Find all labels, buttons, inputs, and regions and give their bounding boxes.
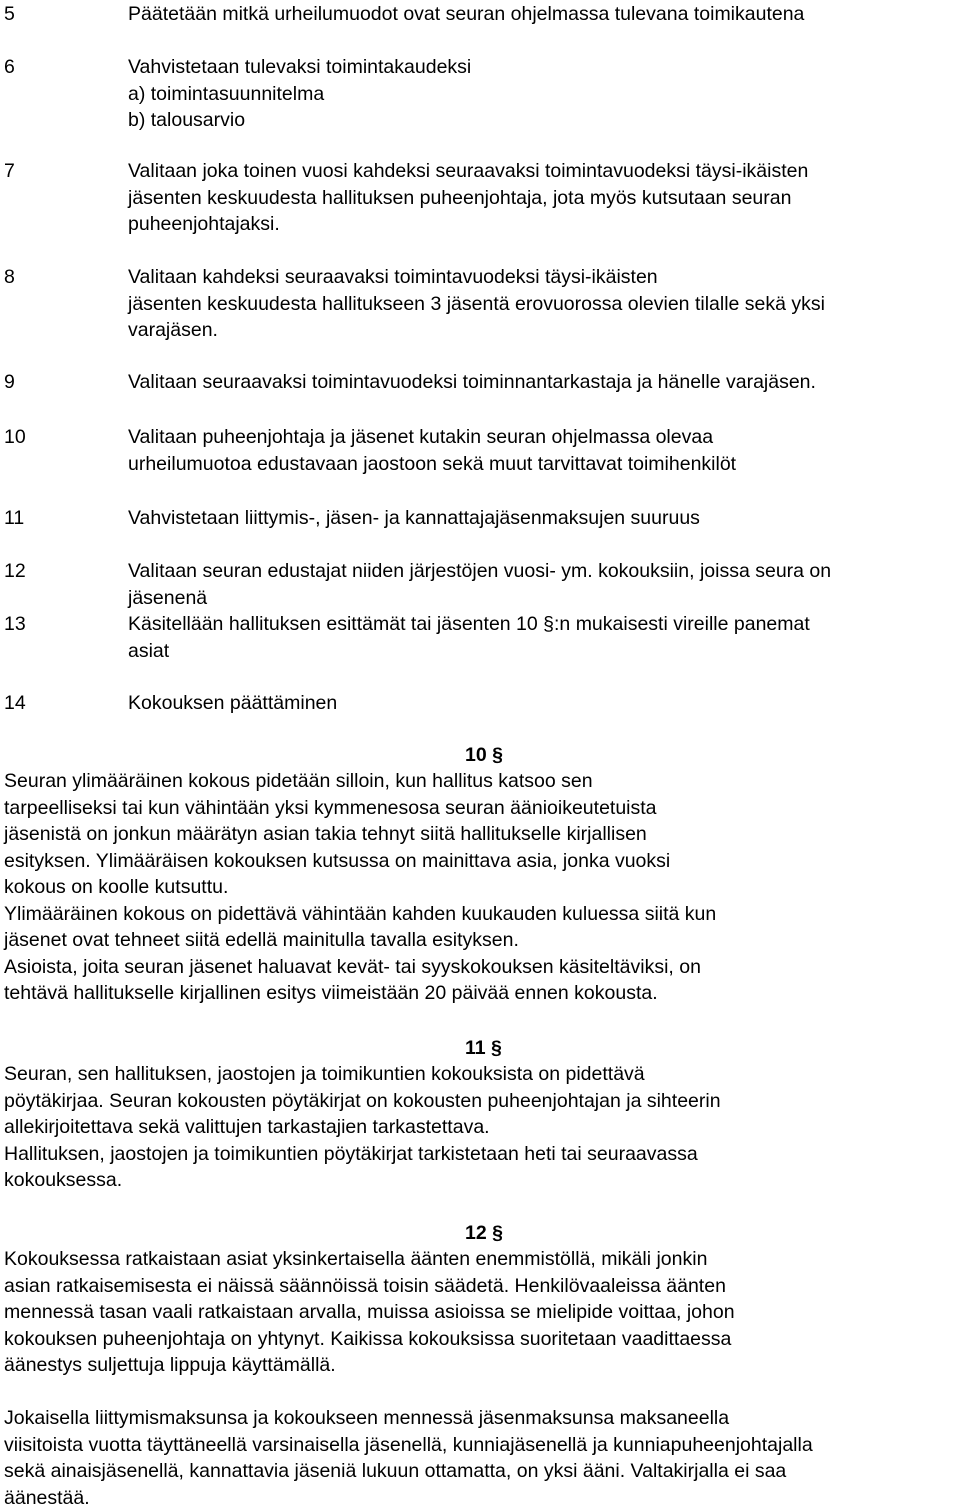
text-line: jäsenten keskuudesta hallituksen puheenjohtaja, jota myös kutsutaan seuran — [128, 185, 960, 212]
item-text — [128, 1, 960, 28]
text-line: asian ratkaisemisesta ei näissä säännöissä toisin säädetä. Henkilövaaleissa äänten — [4, 1273, 960, 1300]
item-text — [128, 369, 960, 396]
item-number: 13 — [4, 611, 26, 638]
text-line: Valitaan seuraavaksi toimintavuodeksi toiminnantarkastaja ja hänelle varajäsen. — [128, 369, 960, 396]
text-line: Valitaan joka toinen vuosi kahdeksi seuraavaksi toimintavuodeksi täysi-ikäisten — [128, 158, 960, 185]
text-line: äänestää. — [4, 1485, 960, 1511]
text-line: esityksen. Ylimääräisen kokouksen kutsussa on mainittava asia, jonka vuoksi — [4, 848, 960, 875]
item-text — [128, 690, 960, 717]
section-heading: 11 § — [465, 1035, 502, 1062]
section-heading: 10 § — [465, 742, 503, 769]
text-line: Hallituksen, jaostojen ja toimikuntien pöytäkirjat tarkistetaan heti tai seuraavassa — [4, 1141, 960, 1168]
text-line: mennessä tasan vaali ratkaistaan arvalla, muissa asioissa se mielipide voittaa, johon — [4, 1299, 960, 1326]
text-line: pöytäkirjaa. Seuran kokousten pöytäkirjat on kokousten puheenjohtajan ja sihteerin — [4, 1088, 960, 1115]
item-text — [128, 264, 960, 344]
text-line: Ylimääräinen kokous on pidettävä vähintään kahden kuukauden kuluessa siitä kun — [4, 901, 960, 928]
item-number: 6 — [4, 54, 15, 81]
item-text — [128, 505, 960, 532]
item-number: 11 — [4, 505, 24, 532]
text-line: Kokouksessa ratkaistaan asiat yksinkertaisella äänten enemmistöllä, mikäli jonkin — [4, 1246, 960, 1273]
item-number: 9 — [4, 369, 15, 396]
text-line: kokouksessa. — [4, 1167, 960, 1194]
text-line: puheenjohtajaksi. — [128, 211, 960, 238]
text-line: jäsenenä — [128, 585, 960, 612]
text-line: Valitaan kahdeksi seuraavaksi toimintavuodeksi täysi-ikäisten — [128, 264, 960, 291]
section-11-paragraph — [4, 1061, 960, 1194]
text-line: äänestys suljettuja lippuja käyttämällä. — [4, 1352, 960, 1379]
text-line: a) toimintasuunnitelma — [128, 81, 960, 108]
text-line: asiat — [128, 638, 960, 665]
section-10-paragraph — [4, 768, 960, 1007]
item-number: 10 — [4, 424, 26, 451]
text-line: tehtävä hallitukselle kirjallinen esitys viimeistään 20 päivää ennen kokousta. — [4, 980, 960, 1007]
item-text — [128, 611, 960, 664]
item-text — [128, 558, 960, 611]
item-number: 12 — [4, 558, 26, 585]
text-line: Asioista, joita seuran jäsenet haluavat kevät- tai syyskokouksen käsiteltäviksi, on — [4, 954, 960, 981]
text-line: sekä ainaisjäsenellä, kannattavia jäseniä lukuun ottamatta, on yksi ääni. Valtakirjalla ei saa — [4, 1458, 960, 1485]
text-line: Valitaan puheenjohtaja ja jäsenet kutakin seuran ohjelmassa olevaa — [128, 424, 960, 451]
text-line: urheilumuotoa edustavaan jaostoon sekä muut tarvittavat toimihenkilöt — [128, 451, 960, 478]
section-heading: 12 § — [465, 1220, 503, 1247]
item-number: 5 — [4, 1, 15, 28]
text-line: Käsitellään hallituksen esittämät tai jäsenten 10 §:n mukaisesti vireille panemat — [128, 611, 960, 638]
text-line: jäsenten keskuudesta hallitukseen 3 jäsentä erovuorossa olevien tilalle sekä yksi — [128, 291, 960, 318]
text-line: Vahvistetaan liittymis-, jäsen- ja kannattajajäsenmaksujen suuruus — [128, 505, 960, 532]
section-12-paragraph-2 — [4, 1405, 960, 1511]
section-12-paragraph-1 — [4, 1246, 960, 1379]
text-line: Seuran, sen hallituksen, jaostojen ja toimikuntien kokouksista on pidettävä — [4, 1061, 960, 1088]
text-line: allekirjoitettava sekä valittujen tarkastajien tarkastettava. — [4, 1114, 960, 1141]
text-line: jäsenet ovat tehneet siitä edellä mainitulla tavalla esityksen. — [4, 927, 960, 954]
text-line: Päätetään mitkä urheilumuodot ovat seuran ohjelmassa tulevana toimikautena — [128, 1, 960, 28]
text-line: Valitaan seuran edustajat niiden järjestöjen vuosi- ym. kokouksiin, joissa seura on — [128, 558, 960, 585]
text-line: varajäsen. — [128, 317, 960, 344]
text-line: kokous on koolle kutsuttu. — [4, 874, 960, 901]
text-line: jäsenistä on jonkun määrätyn asian takia tehnyt siitä hallitukselle kirjallisen — [4, 821, 960, 848]
text-line: b) talousarvio — [128, 107, 960, 134]
text-line: kokouksen puheenjohtaja on yhtynyt. Kaikissa kokouksissa suoritetaan vaadittaessa — [4, 1326, 960, 1353]
text-line: viisitoista vuotta täyttäneellä varsinaisella jäsenellä, kunniajäsenellä ja kunniapuheenjohtajalla — [4, 1432, 960, 1459]
item-number: 14 — [4, 690, 26, 717]
item-number: 8 — [4, 264, 15, 291]
text-line: tarpeelliseksi tai kun vähintään yksi kymmenesosa seuran äänioikeutetuista — [4, 795, 960, 822]
text-line: Vahvistetaan tulevaksi toimintakaudeksi — [128, 54, 960, 81]
text-line: Seuran ylimääräinen kokous pidetään silloin, kun hallitus katsoo sen — [4, 768, 960, 795]
text-line: Kokouksen päättäminen — [128, 690, 960, 717]
item-number: 7 — [4, 158, 15, 185]
item-text — [128, 158, 960, 238]
item-text — [128, 424, 960, 477]
text-line: Jokaisella liittymismaksunsa ja kokoukseen mennessä jäsenmaksunsa maksaneella — [4, 1405, 960, 1432]
item-text — [128, 54, 960, 134]
